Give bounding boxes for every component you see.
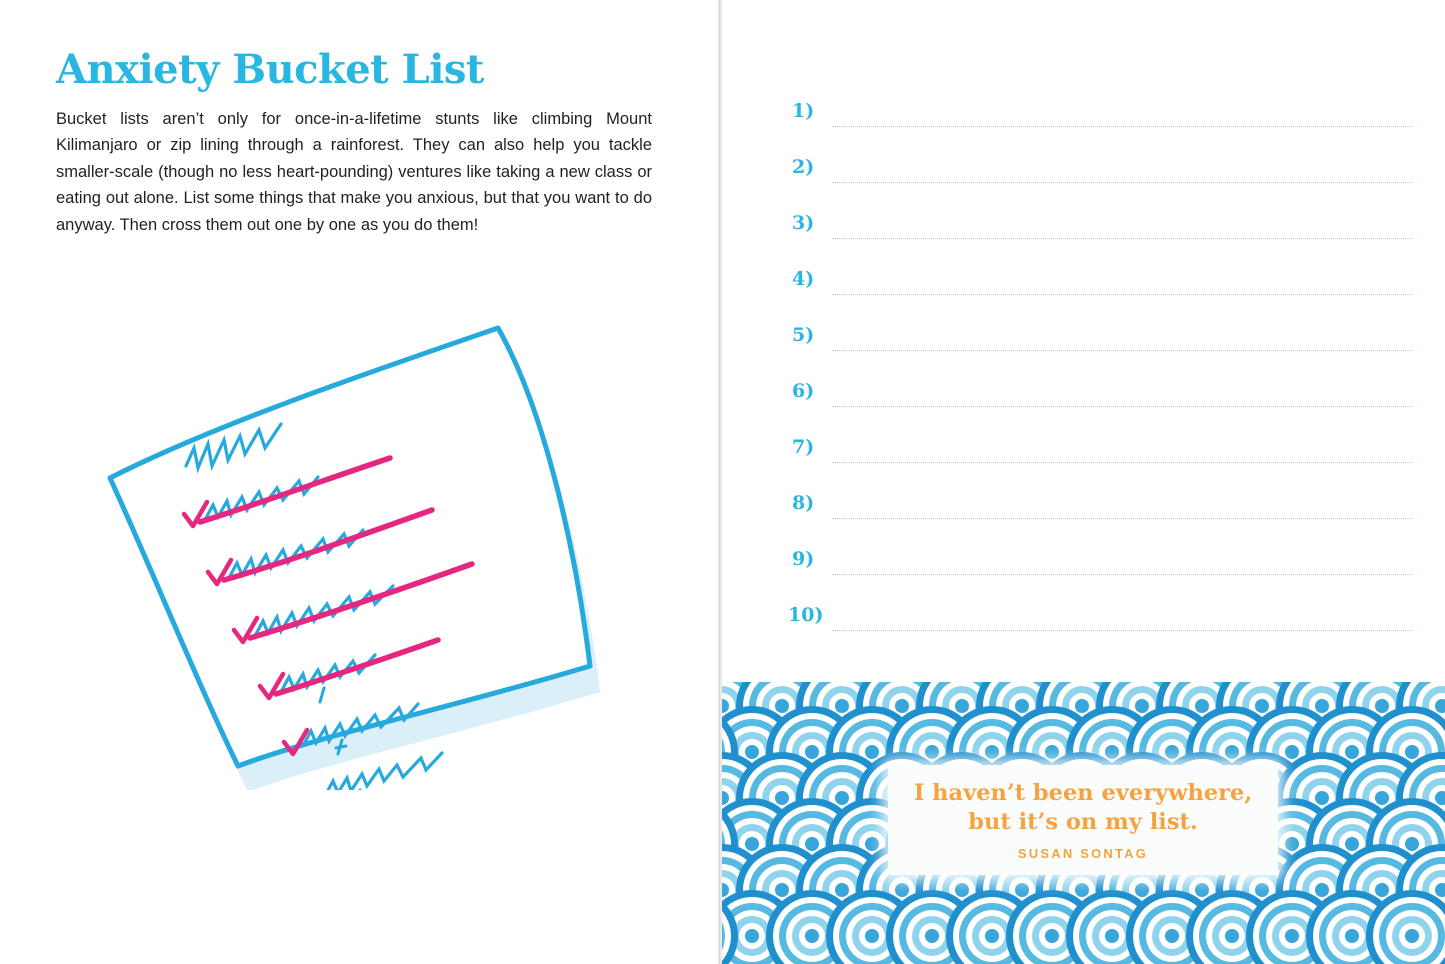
list-item-rule[interactable] <box>832 630 1412 631</box>
list-item-number: 6) <box>792 380 815 402</box>
list-item-rule[interactable] <box>832 238 1412 239</box>
list-item-rule[interactable] <box>832 574 1412 575</box>
list-item-number: 9) <box>792 548 815 570</box>
list-item-rule[interactable] <box>832 518 1412 519</box>
list-item[interactable] <box>792 428 1412 484</box>
list-item-number: 3) <box>792 212 815 234</box>
list-item[interactable] <box>792 204 1412 260</box>
numbered-list <box>788 92 1412 652</box>
page-title: Anxiety Bucket List <box>56 46 484 93</box>
list-item[interactable] <box>792 92 1412 148</box>
left-page <box>0 0 718 964</box>
spine-line <box>719 0 720 964</box>
quote-text: I haven’t been everywhere, but it’s on my list. <box>913 780 1253 835</box>
list-item-number: 1) <box>792 100 815 122</box>
list-item[interactable] <box>792 484 1412 540</box>
list-item[interactable] <box>792 148 1412 204</box>
list-item[interactable] <box>792 540 1412 596</box>
list-item-number: 8) <box>792 492 815 514</box>
list-item[interactable] <box>792 260 1412 316</box>
list-item-rule[interactable] <box>832 350 1412 351</box>
quote-author: SUSAN SONTAG <box>1017 846 1149 861</box>
list-item-number: 10) <box>788 604 824 626</box>
list-item-number: 4) <box>792 268 815 290</box>
list-item-rule[interactable] <box>832 182 1412 183</box>
list-item[interactable] <box>792 316 1412 372</box>
list-item[interactable] <box>788 596 1412 652</box>
list-item-number: 2) <box>792 156 815 178</box>
list-item-rule[interactable] <box>832 462 1412 463</box>
right-page <box>722 0 1445 964</box>
wave-pattern-footer <box>722 682 1445 964</box>
list-item[interactable] <box>792 372 1412 428</box>
list-item-number: 5) <box>792 324 815 346</box>
intro-paragraph: Bucket lists aren’t only for once-in-a-lifetime stunts like climbing Mount Kilimanjaro or zip lining through a rainforest. They can also help you tackle smaller-scale (though no less heart-pounding) ventures like taking a new class or eating out alone. List some things that make you anxious, but that you want to do anyway. Then cross them out one by one as you do them! <box>56 110 652 234</box>
list-item-rule[interactable] <box>832 294 1412 295</box>
list-item-rule[interactable] <box>832 126 1412 127</box>
list-item-rule[interactable] <box>832 406 1412 407</box>
list-item-number: 7) <box>792 436 815 458</box>
quote-card <box>888 765 1278 875</box>
crossed-off-list-paper-illustration <box>80 270 640 790</box>
